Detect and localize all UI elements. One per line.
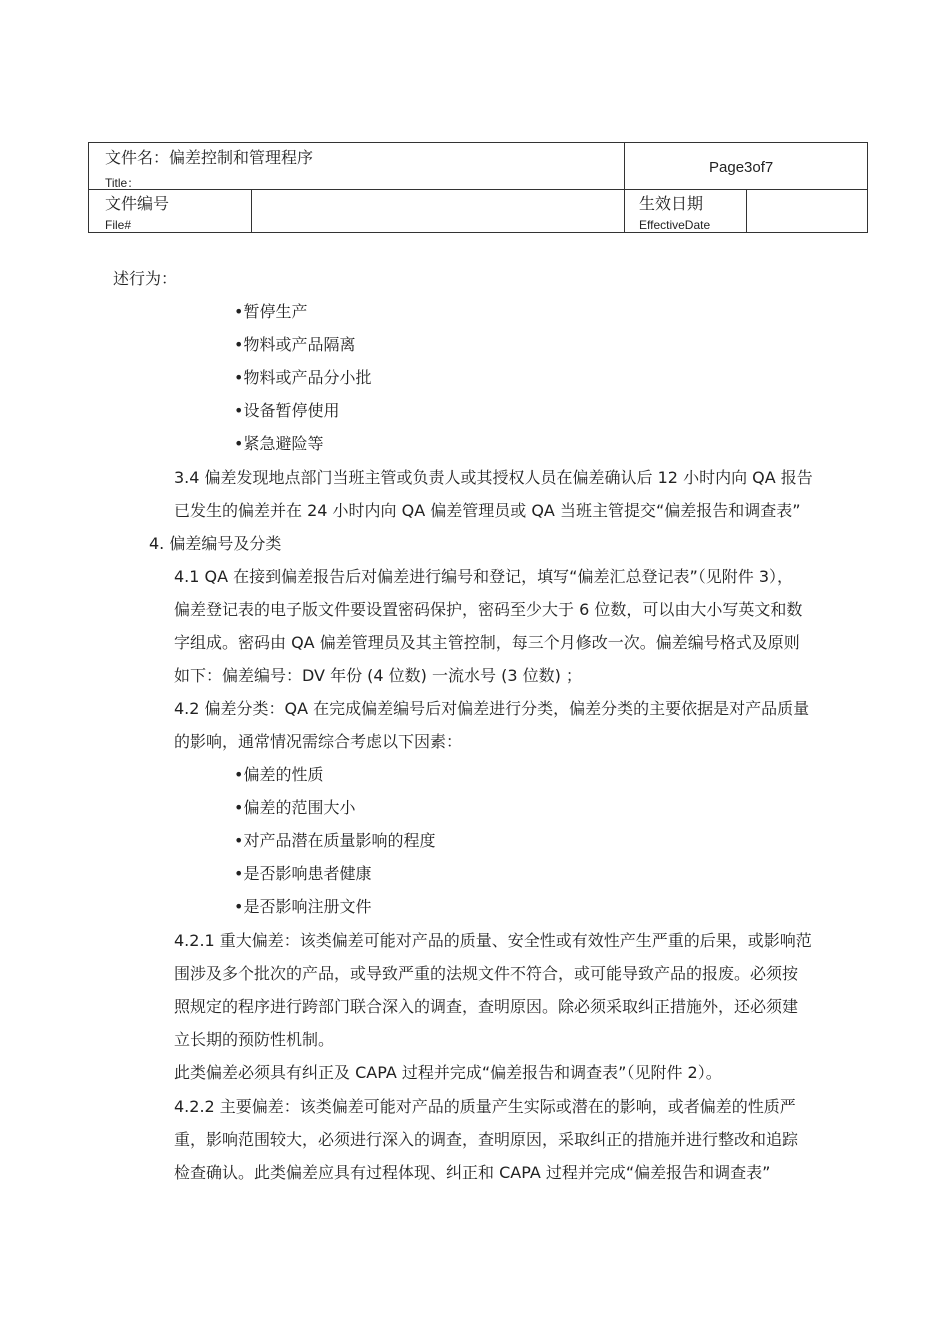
header-row-divider xyxy=(89,189,867,190)
text-line: 检查确认。此类偏差应具有过程体现、纠正和 CAPA 过程并完成“偏差报告和调查表” xyxy=(174,1163,771,1182)
text-line: 围涉及多个批次的产品，或导致严重的法规文件不符合，或可能导致产品的报废。必须按 xyxy=(174,964,799,983)
text-line: 如下：偏差编号：DV 年份 (4 位数) 一流水号 (3 位数) ； xyxy=(174,666,582,685)
bullet-item: •偏差的性质 xyxy=(234,765,324,784)
text-line: 照规定的程序进行跨部门联合深入的调查，查明原因。除必须采取纠正措施外，还必须建 xyxy=(174,997,799,1016)
bullet-item: •设备暂停使用 xyxy=(234,401,340,420)
header-col-divider-date xyxy=(746,189,747,232)
header-col-divider-main xyxy=(624,143,625,232)
bullet-item: •紧急避险等 xyxy=(234,434,324,453)
text-line: 重，影响范围较大，必须进行深入的调查，查明原因，采取纠正的措施并进行整改和追踪 xyxy=(174,1130,799,1149)
page-info: Page3of7 xyxy=(709,159,774,176)
section-heading: 4. 偏差编号及分类 xyxy=(149,534,282,553)
bullet-item: •对产品潜在质量影响的程度 xyxy=(234,831,436,850)
text-line: 偏差登记表的电子版文件要设置密码保护，密码至少大于 6 位数，可以由大小写英文和数 xyxy=(174,600,803,619)
text-line: 述行为： xyxy=(113,269,178,288)
text-line: 已发生的偏差并在 24 小时内向 QA 偏差管理员或 QA 当班主管提交“偏差报告和调查表” xyxy=(174,501,801,520)
title-label-en: Title： xyxy=(105,176,140,190)
text-line: 4.2 偏差分类：QA 在完成偏差编号后对偏差进行分类，偏差分类的主要依据是对产品质量 xyxy=(174,699,810,718)
bullet-item: •暂停生产 xyxy=(234,302,308,321)
effective-date-label-en: EffectiveDate xyxy=(639,218,711,232)
document-header-table xyxy=(88,142,868,233)
bullet-item: •物料或产品分小批 xyxy=(234,368,372,387)
text-line: 4.2.1 重大偏差：该类偏差可能对产品的质量、安全性或有效性产生严重的后果，或影响范 xyxy=(174,931,812,950)
text-line: 此类偏差必须具有纠正及 CAPA 过程并完成“偏差报告和调查表”（见附件 2）。 xyxy=(174,1063,722,1082)
bullet-item: •是否影响注册文件 xyxy=(234,897,372,916)
file-label-en: File# xyxy=(105,218,132,232)
text-line: 字组成。密码由 QA 偏差管理员及其主管控制，每三个月修改一次。偏差编号格式及原则 xyxy=(174,633,800,652)
text-line: 4.1 QA 在接到偏差报告后对偏差进行编号和登记，填写“偏差汇总登记表”（见附件 3）， xyxy=(174,567,794,586)
effective-date-label-cn: 生效日期 xyxy=(639,194,704,213)
file-label-cn: 文件编号 xyxy=(105,194,170,213)
text-line: 4.2.2 主要偏差：该类偏差可能对产品的质量产生实际或潜在的影响，或者偏差的性质严 xyxy=(174,1097,796,1116)
text-line: 的影响，通常情况需综合考虑以下因素： xyxy=(174,732,463,751)
bullet-item: •物料或产品隔离 xyxy=(234,335,356,354)
text-line: 立长期的预防性机制。 xyxy=(174,1030,335,1049)
title-label-cn: 文件名：偏差控制和管理程序 xyxy=(105,148,314,167)
text-line: 3.4 偏差发现地点部门当班主管或负责人或其授权人员在偏差确认后 12 小时内向 QA 报告 xyxy=(174,468,813,487)
bullet-item: •是否影响患者健康 xyxy=(234,864,372,883)
header-col-divider-file xyxy=(251,189,252,232)
bullet-item: •偏差的范围大小 xyxy=(234,798,356,817)
